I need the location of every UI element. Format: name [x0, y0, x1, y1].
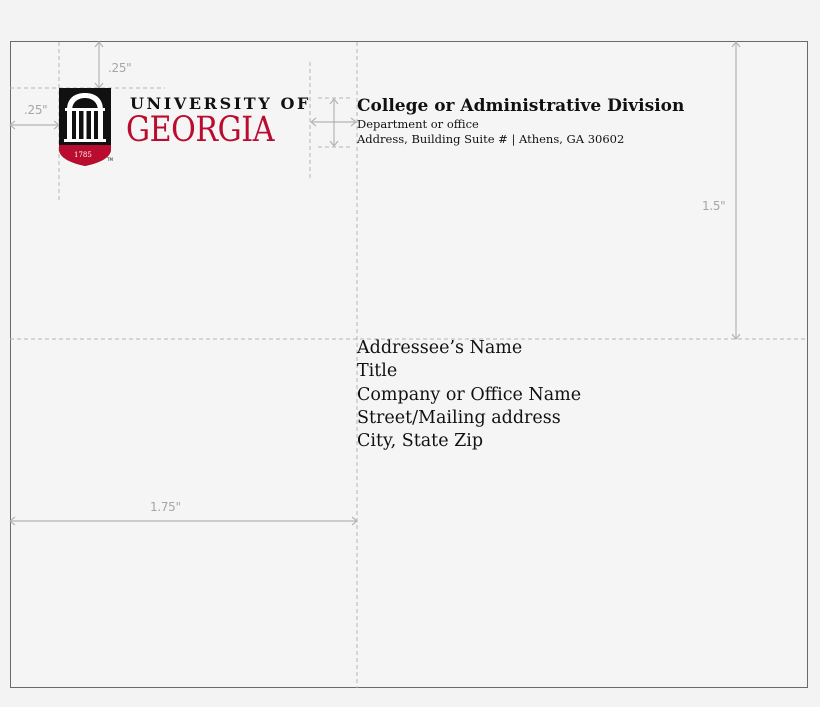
dim-label-left-margin: .25"	[24, 103, 48, 117]
dim-label-recipient-offset: 1.75"	[150, 500, 181, 514]
recipient-name: Addressee’s Name	[357, 338, 523, 358]
return-address-block	[357, 95, 684, 147]
return-address-line: Address, Building Suite # | Athens, GA 30602	[357, 132, 625, 146]
recipient-city-state-zip: City, State Zip	[357, 431, 484, 452]
recipient-address-block	[357, 337, 581, 453]
recipient-company: Company or Office Name	[357, 384, 582, 405]
recipient-street: Street/Mailing address	[357, 407, 561, 428]
wordmark-university-of: UNIVERSITY OF	[130, 94, 312, 113]
logo-trademark: TM	[107, 157, 113, 162]
recipient-title: Title	[357, 361, 398, 382]
logo-year: 1785	[74, 151, 92, 159]
dim-label-top-margin: .25"	[108, 61, 132, 75]
dim-label-header-height: 1.5"	[702, 199, 726, 213]
wordmark-georgia: GEORGIA	[126, 110, 275, 150]
division-name: College or Administrative Division	[357, 96, 685, 116]
department-name: Department or office	[357, 117, 479, 131]
